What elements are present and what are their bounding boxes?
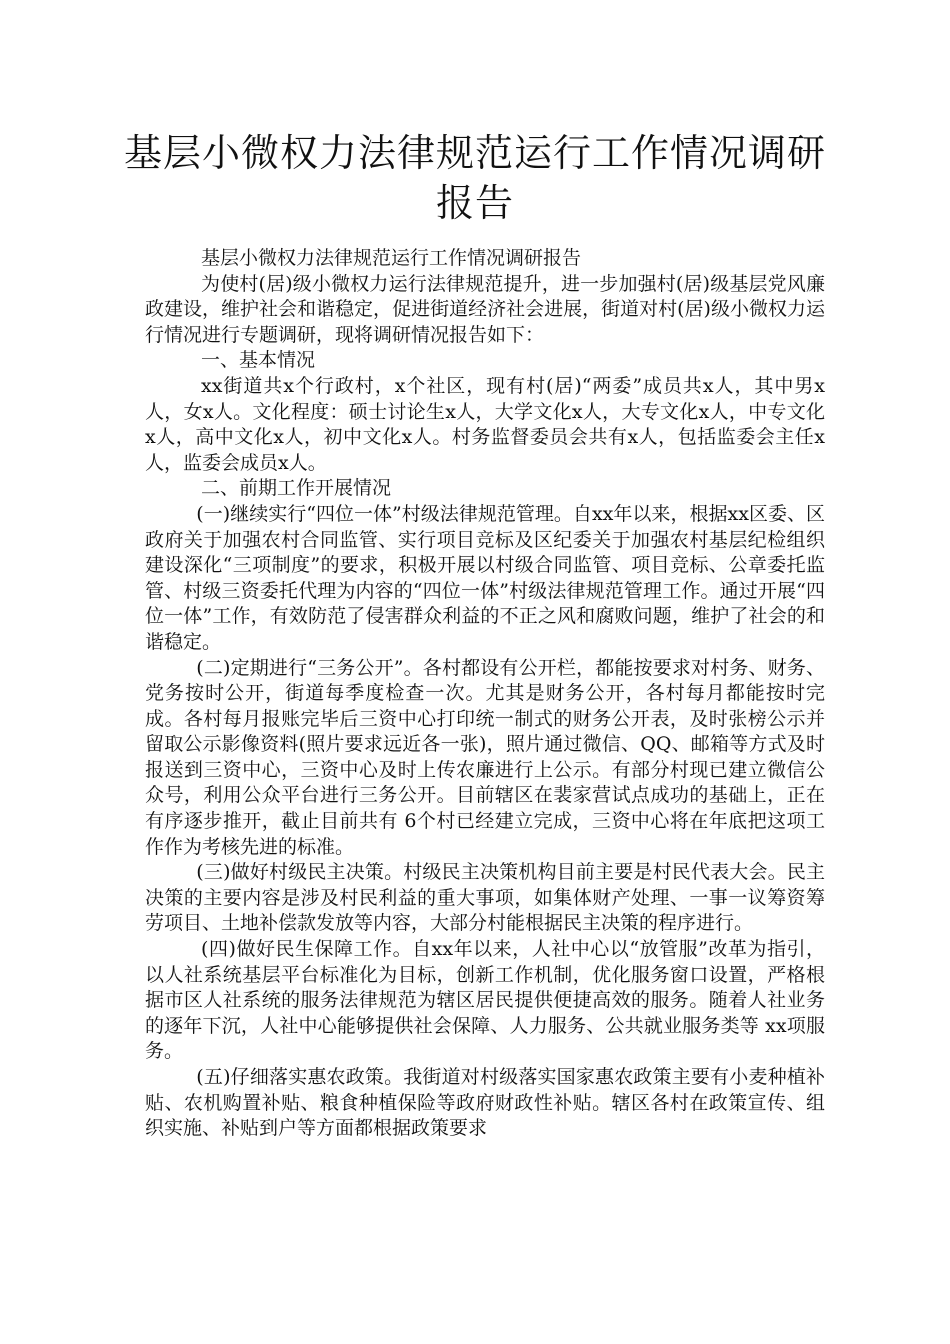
document-body bbox=[145, 246, 825, 1142]
work-item-3-paragraph: (三)做好村级民主决策。村级民主决策机构目前主要是村民代表大会。民主决策的主要内容是涉及村民利益的重大事项，如集体财产处理、一事一议筹资筹劳项目、土地补偿款发放等内容，大部分村能根据民主决策的程序进行。 bbox=[145, 861, 825, 935]
document-title-line-2: 报告 bbox=[435, 181, 514, 225]
work-item-4-paragraph: (四)做好民生保障工作。自xx年以来，人社中心以“放管服”改革为指引，以人社系统基层平台标准化为目标，创新工作机制，优化服务窗口设置，严格根据市区人社系统的服务法律规范为辖区居民提供便捷高效的服务。随着人社业务的逐年下沉，人社中心能够提供社会保障、人力服务、公共就业服务类等 xx项服务。 bbox=[145, 938, 825, 1063]
work-item-2-paragraph: (二)定期进行“三务公开”。各村都设有公开栏，都能按要求对村务、财务、党务按时公开，街道每季度检查一次。尤其是财务公开，各村每月都能按时完成。各村每月报账完毕后三资中心打印统一制式的财务公开表，及时张榜公示并留取公示影像资料(照片要求远近各一张)，照片通过微信、QQ、邮箱等方式及时报送到三资中心，三资中心及时上传农廉进行上公示。有部分村现已建立微信公众号，利用公众平台进行三务公开。目前辖区在裴家营试点成功的基础上，正在有序逐步推开，截止目前共有 6个村已经建立完成，三资中心将在年底把这项工作作为考核先进的标准。 bbox=[145, 656, 825, 858]
document-title-line-1: 基层小微权力法律规范运行工作情况调研 bbox=[123, 131, 826, 175]
work-item-1-paragraph: (一)继续实行“四位一体”村级法律规范管理。自xx年以来，根据xx区委、区政府关于加强农村合同监管、实行项目竞标及区纪委关于加强农村基层纪检组织建设深化“三项制度”的要求，积极开展以村级合同监管、项目竞标、公章委托监管、村级三资委托代理为内容的“四位一体”村级法律规范管理工作。通过开展“四位一体”工作，有效防范了侵害群众利益的不正之风和腐败问题，维护了社会的和谐稳定。 bbox=[145, 502, 825, 653]
basic-situation-paragraph: xx街道共x个行政村，x个社区，现有村(居)“两委”成员共x人，其中男x人，女x人。文化程度：硕士讨论生x人，大学文化x人，大专文化x人，中专文化x人，高中文化x人，初中文化x人。村务监督委员会共有x人，包括监委会主任x人，监委会成员x人。 bbox=[145, 374, 825, 474]
document-title bbox=[120, 128, 830, 228]
section-heading-basic-situation: 一、基本情况 bbox=[201, 349, 316, 372]
section-heading-work-progress: 二、前期工作开展情况 bbox=[201, 477, 392, 500]
intro-paragraph: 为使村(居)级小微权力运行法律规范提升，进一步加强村(居)级基层党风廉政建设，维护社会和谐稳定，促进街道经济社会进展，街道对村(居)级小微权力运行情况进行专题调研，现将调研情况报告如下： bbox=[145, 272, 825, 346]
report-subtitle: 基层小微权力法律规范运行工作情况调研报告 bbox=[201, 247, 582, 269]
work-item-5-paragraph: (五)仔细落实惠农政策。我街道对村级落实国家惠农政策主要有小麦种植补贴、农机购置补贴、粮食种植保险等政府财政性补贴。辖区各村在政策宣传、组织实施、补贴到户等方面都根据政策要求 bbox=[145, 1066, 825, 1140]
